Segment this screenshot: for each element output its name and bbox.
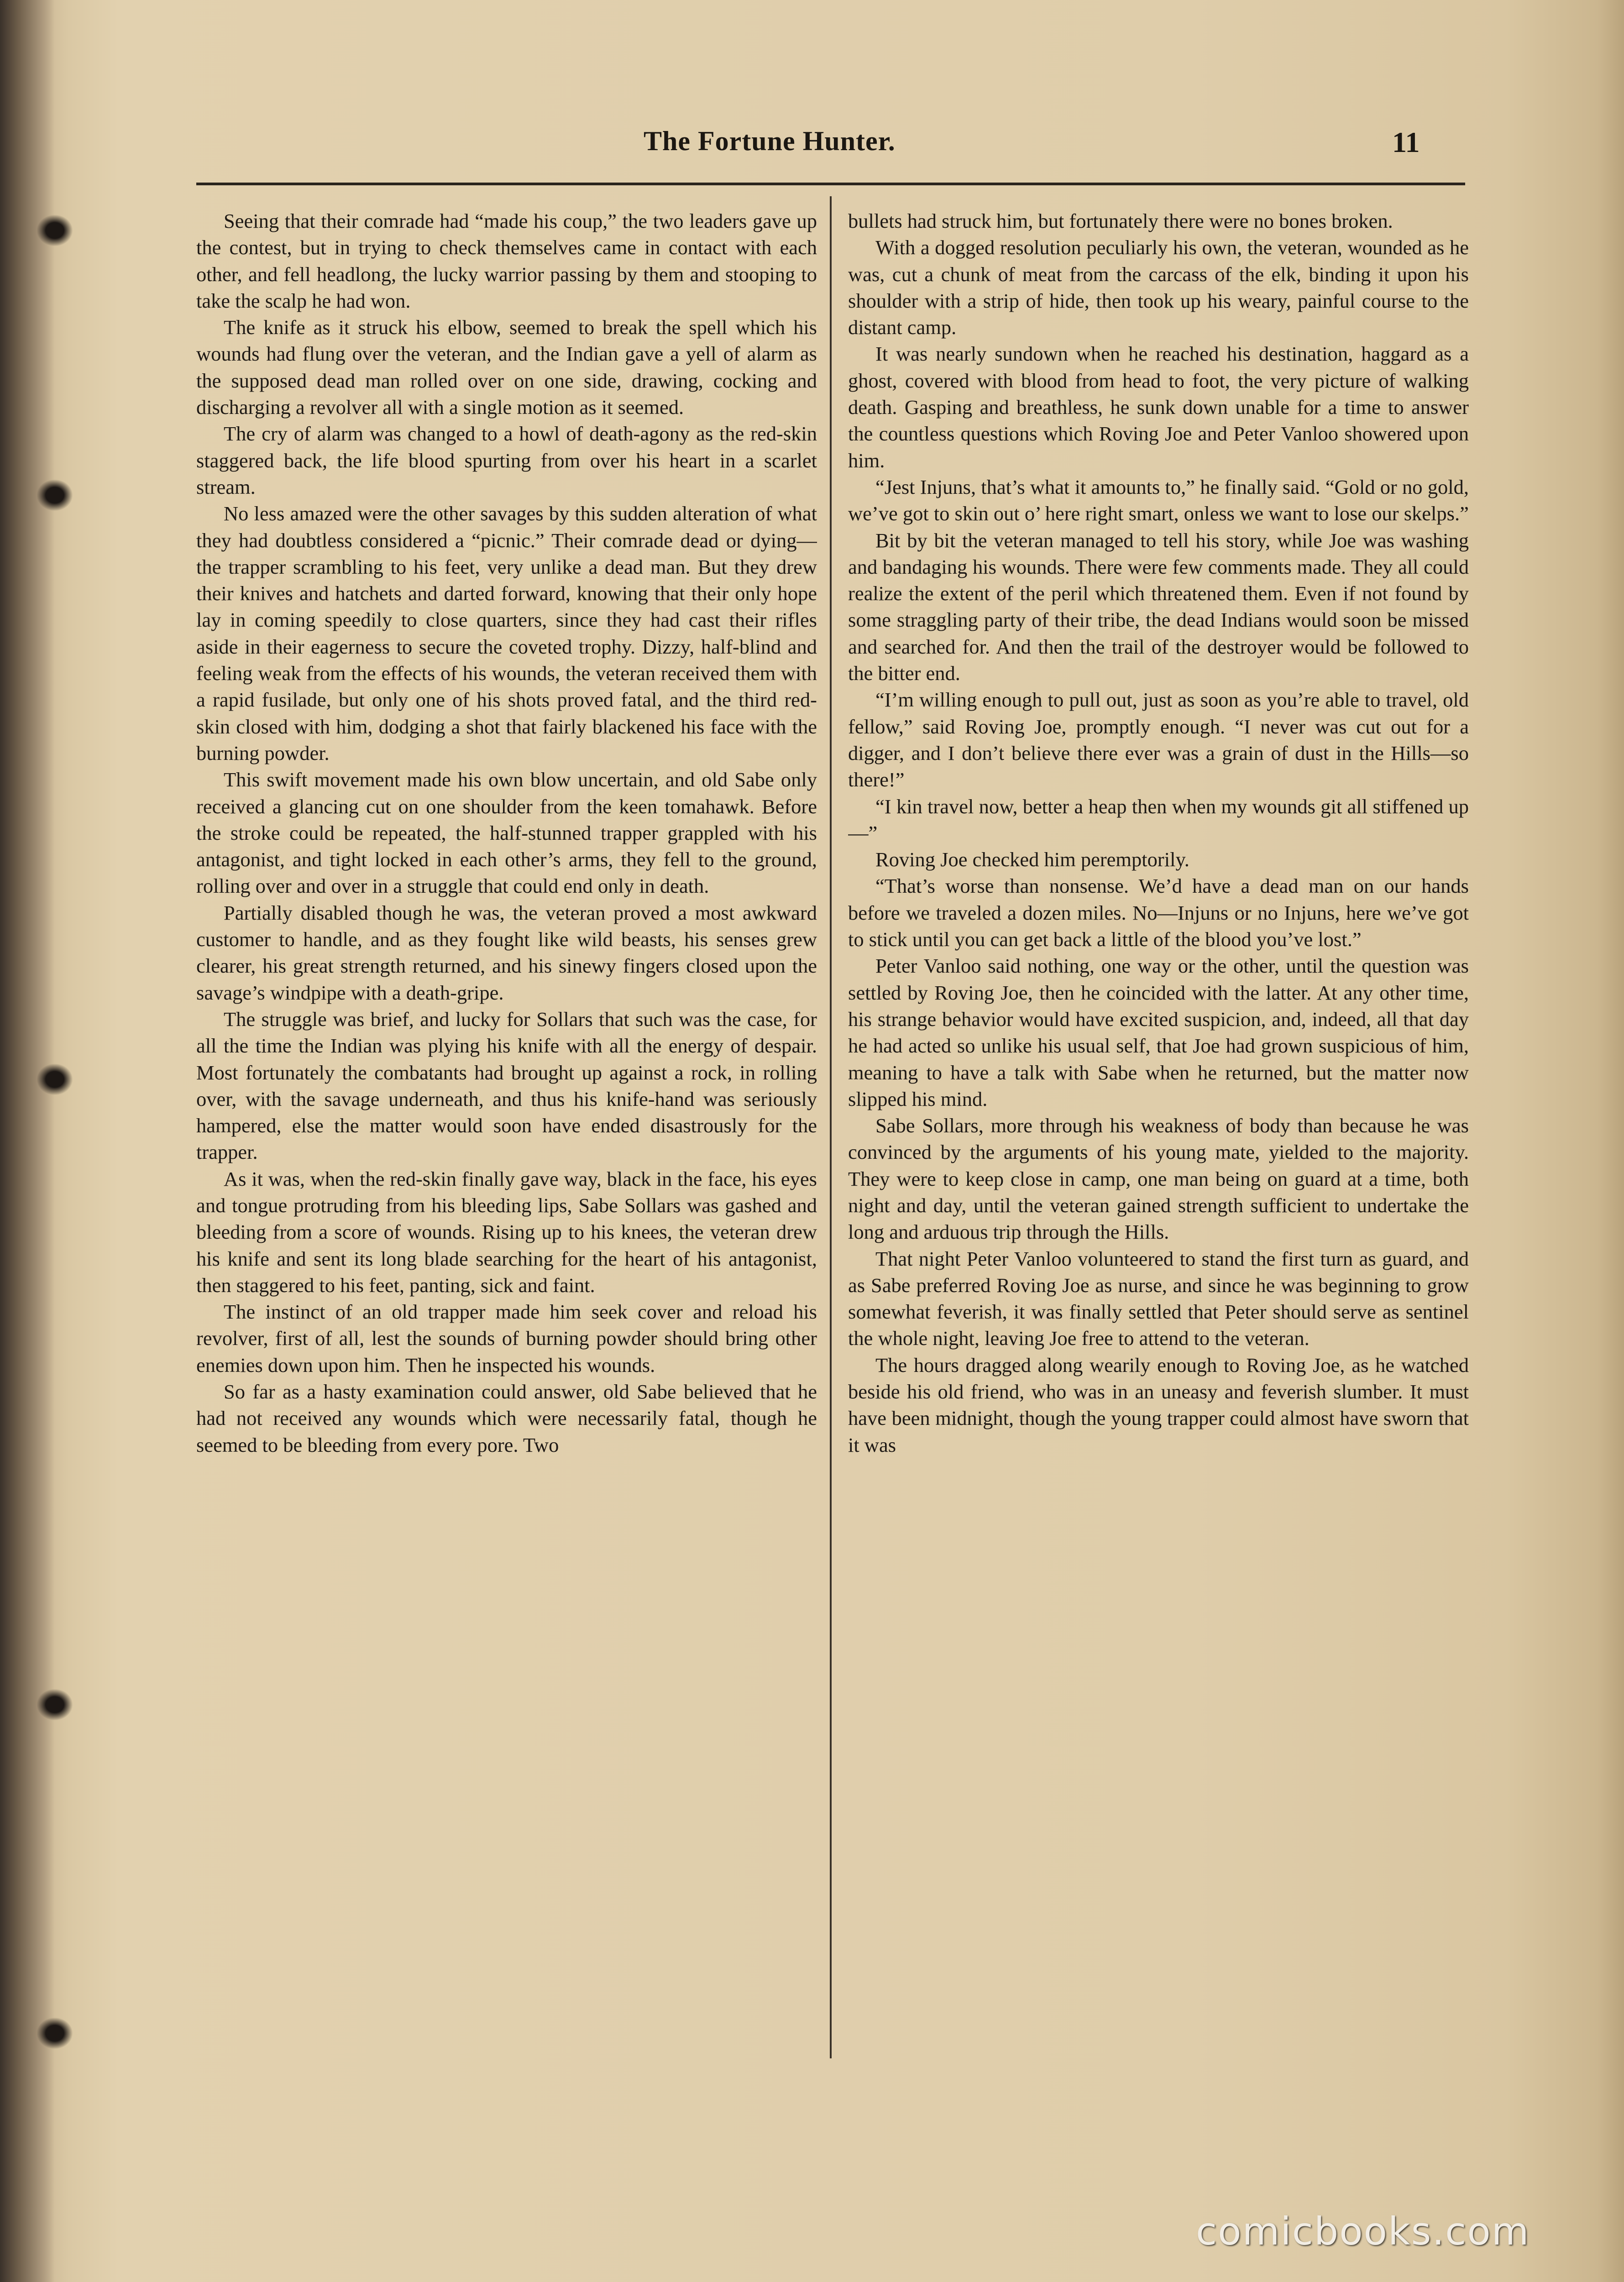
page-header xyxy=(644,126,1465,171)
paragraph: The knife as it struck his elbow, seemed to break the spell which his wounds had flung over the veteran, and the Indian gave a yell of alarm as the supposed dead man rolled over on one side, drawing, cocking and discharging a revolver all with a single motion as it seemed. xyxy=(196,316,817,419)
paragraph: No less amazed were the other savages by this sudden alteration of what they had doubtless considered a “picnic.” Their comrade dead or dying—the trapper scrambling to his feet, very unlike a dead man. But they drew their knives and hatchets and darted forward, knowing that their only hope lay in coming speedily to close quarters, since they had cast their rifles aside in their eagerness to secure the coveted trophy. Dizzy, half-blind and feeling weak from the effects of his wounds, the veteran received them with a rapid fusilade, but only one of his shots proved fatal, and the third red-skin closed with him, dodging a shot that fairly blackened his face with the burning powder. xyxy=(196,502,817,764)
paragraph: The hours dragged along wearily enough to Roving Joe, as he watched beside his old friend, who was in an uneasy and feverish slumber. It must have been midnight, though the young trapper could almost have sworn that it was xyxy=(848,1353,1469,1456)
paragraph: That night Peter Vanloo volunteered to stand the first turn as guard, and as Sabe preferred Roving Joe as nurse, and since he was beginning to grow somewhat feverish, it was finally settled that Peter should serve as sentinel the whole night, leaving Joe free to attend to the veteran. xyxy=(848,1247,1469,1350)
header-rule xyxy=(196,183,1465,185)
site-watermark: comicbooks.com xyxy=(1196,2209,1530,2254)
paragraph: “I’m willing enough to pull out, just as soon as you’re able to travel, old fellow,” said Roving Joe, promptly enough. “I never was cut out for a digger, and I don’t believe there ever was a grain of dust in the Hills—so there!” xyxy=(848,688,1469,791)
left-column xyxy=(196,208,817,2070)
paragraph: With a dogged resolution peculiarly his own, the veteran, wounded as he was, cut a chunk of meat from the carcass of the elk, binding it upon his shoulder with a strip of hide, then took up his weary, painful course to the distant camp. xyxy=(848,236,1469,339)
running-title: The Fortune Hunter. xyxy=(644,126,896,156)
paragraph: Peter Vanloo said nothing, one way or the other, until the question was settled by Roving Joe, then he coincided with the latter. At any other time, his strange behavior would have excited suspicion, and, indeed, all that day he had acted so unlike his usual self, that Joe had grown suspicious of him, meaning to have a talk with Sabe when he returned, but the matter now slipped his mind. xyxy=(848,954,1469,1110)
paragraph: Seeing that their comrade had “made his coup,” the two leaders gave up the contest, but in trying to check themselves came in contact with each other, and fell headlong, the lucky warrior passing by them and stooping to take the scalp he had won. xyxy=(196,209,817,312)
right-column xyxy=(848,208,1469,2070)
book-spine xyxy=(0,0,55,2282)
paragraph: Partially disabled though he was, the veteran proved a most awkward customer to handle, and as they fought like wild beasts, his senses grew clearer, his great strength returned, and his sinewy fingers closed upon the savage’s windpipe with a death-gripe. xyxy=(196,901,817,1004)
paragraph: The cry of alarm was changed to a howl of death-agony as the red-skin staggered back, the life blood spurting from over his heart in a scarlet stream. xyxy=(196,422,817,498)
binding-hole xyxy=(37,2017,73,2049)
paragraph: So far as a hasty examination could answer, old Sabe believed that he had not received any wounds which were necessarily fatal, though he seemed to be bleeding from every pore. Two xyxy=(196,1380,817,1456)
binding-hole xyxy=(37,215,73,246)
paragraph: Sabe Sollars, more through his weakness of body than because he was convinced by the arguments of his young mate, yielded to the majority. They were to keep close in camp, one man being on guard at a time, both night and day, until the veteran gained strength sufficient to undertake the long and arduous trip through the Hills. xyxy=(848,1114,1469,1244)
binding-hole xyxy=(37,1689,73,1721)
paragraph: The instinct of an old trapper made him seek cover and reload his revolver, first of all, lest the sounds of burning powder should bring other enemies down upon him. Then he inspected his wounds. xyxy=(196,1300,817,1377)
paragraph: It was nearly sundown when he reached his destination, haggard as a ghost, covered with blood from head to foot, the very picture of walking death. Gasping and breathless, he sunk down unable for a time to answer the countless questions which Roving Joe and Peter Vanloo showered upon him. xyxy=(848,342,1469,472)
column-divider xyxy=(830,196,832,2058)
paragraph: bullets had struck him, but fortunately there were no bones broken. xyxy=(848,209,1393,232)
paragraph: As it was, when the red-skin finally gave way, black in the face, his eyes and tongue protruding from his bleeding lips, Sabe Sollars was gashed and bleeding from a score of wounds. Rising up to his knees, the veteran drew his knife and sent its long blade searching for the heart of his antagonist, then staggered to his feet, panting, sick and faint. xyxy=(196,1167,817,1297)
paragraph: The struggle was brief, and lucky for Sollars that such was the case, for all the time the Indian was plying his knife with all the energy of despair. Most fortunately the combatants had brought up against a rock, in rolling over, with the savage underneath, and thus his knife-hand was seriously hampered, else the matter would soon have ended disastrously for the trapper. xyxy=(196,1007,817,1164)
paragraph: Roving Joe checked him peremptorily. xyxy=(875,848,1189,871)
binding-hole xyxy=(37,1063,73,1095)
paragraph: Bit by bit the veteran managed to tell his story, while Joe was washing and bandaging his wounds. There were few comments made. They all could realize the extent of the peril which threatened them. Even if not found by some straggling party of their tribe, the dead Indians would soon be missed and searched for. And then the trail of the destroyer would be followed to the bitter end. xyxy=(848,529,1469,685)
binding-hole xyxy=(37,479,73,511)
paragraph: “Jest Injuns, that’s what it amounts to,” he finally said. “Gold or no gold, we’ve got to skin out o’ here right smart, onless we want to lose our skelps.” xyxy=(848,475,1469,525)
paragraph: “I kin travel now, better a heap then when my wounds git all stiffened up—” xyxy=(848,795,1469,844)
paragraph: This swift movement made his own blow uncertain, and old Sabe only received a glancing cut on one shoulder from the keen tomahawk. Before the stroke could be repeated, the half-stunned trapper grappled with his antagonist, and tight locked in each other’s arms, they fell to the ground, rolling over and over in a struggle that could end only in death. xyxy=(196,768,817,898)
page-number: 11 xyxy=(1392,126,1420,158)
paragraph: “That’s worse than nonsense. We’d have a dead man on our hands before we traveled a dozen miles. No—Injuns or no Injuns, here we’ve got to stick until you can get back a little of the blood you’ve lost.” xyxy=(848,874,1469,951)
